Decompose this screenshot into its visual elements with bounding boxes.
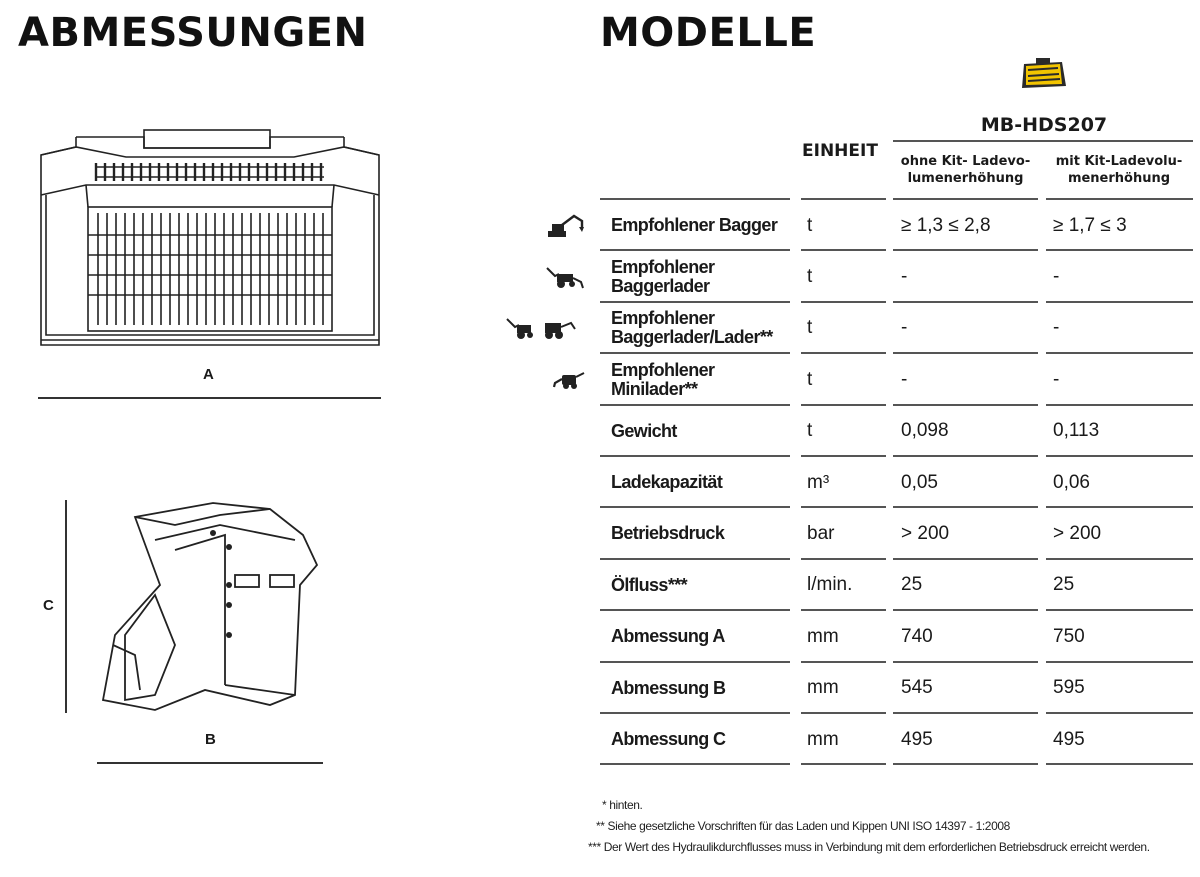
table-row (0, 406, 1200, 457)
param-label: Empfohlener Baggerlader/Lader** (611, 308, 773, 348)
value-with-kit: 0,06 (1053, 471, 1090, 493)
backhoe-loader-icon (545, 251, 585, 302)
table-rule (1046, 609, 1193, 611)
table-row (0, 303, 1200, 354)
footnote-2: ** Siehe gesetzliche Vorschriften für das Laden und Kippen UNI ISO 14397 - 1:2008 (596, 819, 1010, 833)
table-rule (801, 558, 886, 560)
unit-value: mm (807, 625, 839, 647)
value-without-kit: > 200 (901, 522, 950, 544)
model-header-divider (893, 140, 1193, 142)
table-rule (1046, 249, 1193, 251)
table-rule (801, 661, 886, 663)
table-rule (893, 198, 1038, 200)
variant-header-with-kit: mit Kit-Ladevolu- menerhöhung (1055, 154, 1183, 186)
table-rule (801, 404, 886, 406)
table-row (0, 560, 1200, 611)
model-name: MB-HDS207 (980, 114, 1108, 136)
value-with-kit: 595 (1053, 677, 1085, 699)
value-without-kit: - (901, 317, 908, 339)
table-rule (801, 712, 886, 714)
table-rule (600, 404, 790, 406)
table-rule (801, 352, 886, 354)
value-with-kit: > 200 (1053, 522, 1102, 544)
table-rule (1046, 661, 1193, 663)
table-rule (600, 455, 790, 457)
table-rule (893, 661, 1038, 663)
table-rule (1046, 558, 1193, 560)
bucket-thumbnail-icon (1018, 58, 1068, 94)
value-with-kit: 750 (1053, 625, 1085, 647)
value-without-kit: ≥ 1,3 ≤ 2,8 (901, 214, 991, 236)
param-label: Empfohlener Bagger (611, 215, 778, 235)
table-rule (600, 301, 790, 303)
unit-value: mm (807, 728, 839, 750)
table-rule (893, 455, 1038, 457)
unit-value: m³ (807, 471, 830, 493)
table-rule (600, 198, 790, 200)
table-rule (893, 352, 1038, 354)
table-rule (893, 249, 1038, 251)
table-rule (600, 661, 790, 663)
unit-value: l/min. (807, 574, 853, 596)
param-label: Ladekapazität (611, 472, 723, 492)
table-rule (1046, 301, 1193, 303)
table-row (0, 663, 1200, 714)
dimension-b-label: B (205, 731, 216, 748)
value-with-kit: 25 (1053, 574, 1075, 596)
table-row (0, 611, 1200, 662)
unit-value: t (807, 420, 813, 442)
value-with-kit: 495 (1053, 728, 1085, 750)
value-without-kit: 545 (901, 677, 933, 699)
dimension-c-label: C (43, 597, 54, 614)
table-rule (600, 763, 790, 765)
table-rule (801, 763, 886, 765)
mini-loader-icon (552, 354, 586, 405)
param-label: Ölfluss*** (611, 574, 688, 595)
table-row (0, 200, 1200, 251)
param-label: Abmessung A (611, 626, 725, 647)
unit-value: t (807, 317, 813, 339)
table-rule (893, 712, 1038, 714)
table-rule (600, 506, 790, 508)
table-rule (600, 352, 790, 354)
unit-value: bar (807, 522, 835, 544)
table-rule (1046, 198, 1193, 200)
unit-column-header: EINHEIT (802, 141, 878, 161)
unit-value: mm (807, 677, 839, 699)
table-row (0, 251, 1200, 302)
table-rule (801, 301, 886, 303)
table-row (0, 714, 1200, 765)
variant-header-without-kit: ohne Kit- Ladevo- lumenerhöhung (900, 154, 1031, 186)
table-rule (1046, 763, 1193, 765)
table-rule (893, 404, 1038, 406)
table-rule (1046, 352, 1193, 354)
value-without-kit: 25 (901, 574, 923, 596)
dimensions-heading: ABMESSUNGEN (18, 10, 368, 56)
table-rule (600, 609, 790, 611)
models-heading: MODELLE (600, 10, 817, 56)
table-rule (893, 506, 1038, 508)
table-rule (801, 506, 886, 508)
table-rule (893, 558, 1038, 560)
table-rule (893, 301, 1038, 303)
value-with-kit: - (1053, 317, 1060, 339)
table-rule (893, 763, 1038, 765)
table-rule (801, 455, 886, 457)
value-with-kit: - (1053, 265, 1060, 287)
footnote-3: *** Der Wert des Hydraulikdurchflusses muss in Verbindung mit dem erforderlichen Betriebsdruck erreicht werden. (588, 840, 1150, 854)
footnote-1: * hinten. (602, 798, 643, 812)
table-row (0, 508, 1200, 559)
unit-value: t (807, 265, 813, 287)
value-without-kit: - (901, 265, 908, 287)
table-rule (801, 198, 886, 200)
table-rule (1046, 455, 1193, 457)
value-with-kit: ≥ 1,7 ≤ 3 (1053, 214, 1127, 236)
excavator-icon (546, 200, 586, 251)
param-label: Betriebsdruck (611, 523, 725, 544)
table-rule (1046, 712, 1193, 714)
backhoe-and-loader-icon (505, 303, 577, 354)
table-rule (1046, 404, 1193, 406)
param-label: Abmessung B (611, 677, 726, 698)
value-without-kit: 740 (901, 625, 933, 647)
table-rule (801, 249, 886, 251)
table-row (0, 354, 1200, 405)
table-rule (600, 558, 790, 560)
param-label: Empfohlener Baggerlader (611, 256, 715, 296)
table-rule (893, 609, 1038, 611)
unit-value: t (807, 368, 813, 390)
dimension-a-label: A (203, 366, 214, 383)
table-row (0, 457, 1200, 508)
param-label: Abmessung C (611, 729, 726, 749)
unit-value: t (807, 214, 813, 236)
value-without-kit: 495 (901, 728, 933, 750)
table-rule (600, 712, 790, 714)
value-without-kit: 0,05 (901, 471, 938, 493)
table-rule (1046, 506, 1193, 508)
value-without-kit: - (901, 368, 908, 390)
value-with-kit: - (1053, 368, 1060, 390)
table-rule (801, 609, 886, 611)
param-label: Empfohlener Minilader** (611, 359, 715, 399)
table-rule (600, 249, 790, 251)
param-label: Gewicht (611, 420, 677, 441)
value-without-kit: 0,098 (901, 420, 949, 442)
value-with-kit: 0,113 (1053, 420, 1100, 442)
